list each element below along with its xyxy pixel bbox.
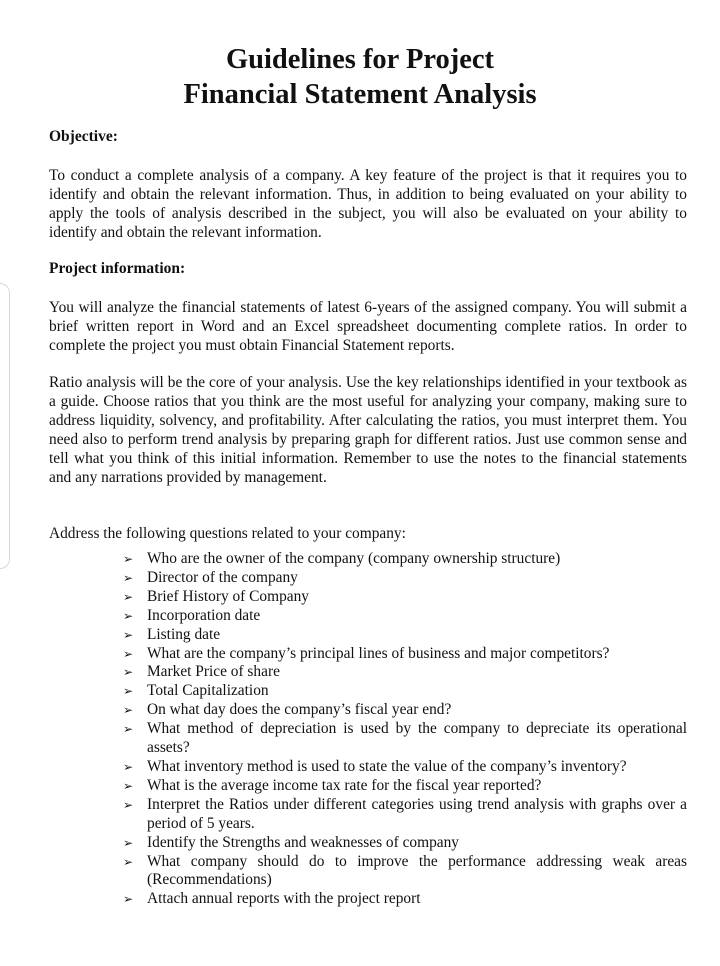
arrow-bullet-icon: ➢ [123,835,134,850]
arrow-bullet-icon: ➢ [123,589,134,604]
question-item [123,588,687,607]
arrow-bullet-icon: ➢ [123,665,134,680]
question-text: What are the company’s principal lines of business and major competitors? [147,644,610,662]
arrow-bullet-icon: ➢ [123,570,134,585]
arrow-bullet-icon: ➢ [123,892,134,907]
questions-intro: Address the following questions related to your company: [49,525,406,542]
question-item [123,550,687,569]
question-item [123,758,687,777]
question-item [123,569,687,588]
question-text: Identify the Strengths and weaknesses of company [147,833,460,851]
arrow-bullet-icon: ➢ [123,759,134,774]
arrow-bullet-icon: ➢ [123,627,134,642]
title-line-1: Guidelines for Project [225,44,495,75]
question-text: Brief History of Company [147,587,310,605]
arrow-bullet-icon: ➢ [123,684,134,699]
arrow-bullet-icon: ➢ [123,854,134,869]
question-item [123,626,687,645]
question-item [123,607,687,626]
arrow-bullet-icon: ➢ [123,703,134,718]
question-text: On what day does the company’s fiscal year end? [147,701,452,719]
question-item [123,682,687,701]
question-text: Director of the company [147,568,298,586]
questions-list [123,550,687,909]
question-text: What is the average income tax rate for the fiscal year reported? [147,776,542,794]
title-line-2: Financial Statement Analysis [183,79,537,110]
objective-heading: Objective: [49,128,118,145]
question-text: What method of depreciation is used by the company to depreciate its operational assets? [147,720,687,757]
question-text: Total Capitalization [147,682,269,700]
arrow-bullet-icon: ➢ [123,608,134,623]
question-text: What company should do to improve the performance addressing weak areas (Recommendations) [147,852,687,889]
question-item [123,796,687,834]
question-item [123,777,687,796]
question-text: Listing date [147,625,221,643]
question-text: Attach annual reports with the project report [147,890,421,908]
question-text: Market Price of share [147,663,280,681]
question-text: Incorporation date [147,606,261,624]
arrow-bullet-icon: ➢ [123,646,134,661]
project-information-heading: Project information: [49,260,186,277]
question-item [123,701,687,720]
scroll-edge-overlay [0,283,10,569]
question-text: What inventory method is used to state the value of the company’s inventory? [147,757,627,775]
arrow-bullet-icon: ➢ [123,722,134,737]
arrow-bullet-icon: ➢ [123,552,134,566]
project-paragraph-2: Ratio analysis will be the core of your analysis. Use the key relationships identified in your textbook as a guide. Choose ratios that you think are the most useful for analyzing your company, making sure to address liquidity, solvency, and profitability. After calculating the ratios, you must interpret them. You need also to perform trend analysis by preparing graph for different ratios. Just use common sense and tell what you think of this initial information. Remember to use the notes to the financial statements and any narrations provided by management. [49,374,687,486]
question-text: Interpret the Ratios under different categories using trend analysis with graphs over a period of 5 years. [147,795,687,832]
arrow-bullet-icon: ➢ [123,797,134,812]
question-item [123,720,687,758]
question-item [123,834,687,853]
question-text: Who are the owner of the company (company ownership structure) [147,550,561,567]
objective-paragraph: To conduct a complete analysis of a company. A key feature of the project is that it requires you to identify and obtain the relevant information. Thus, in addition to being evaluated on your ability to apply the tools of analysis described in the subject, you will also be evaluated on your ability to identify and obtain the relevant information. [49,167,687,241]
project-paragraph-1: You will analyze the financial statements of latest 6-years of the assigned company. You will submit a brief written report in Word and an Excel spreadsheet documenting complete ratios. In order to complete the project you must obtain Financial Statement reports. [49,299,687,354]
arrow-bullet-icon: ➢ [123,778,134,793]
question-item [123,645,687,664]
document-title [0,42,720,112]
question-item [123,853,687,891]
question-item [123,890,687,909]
question-item [123,663,687,682]
